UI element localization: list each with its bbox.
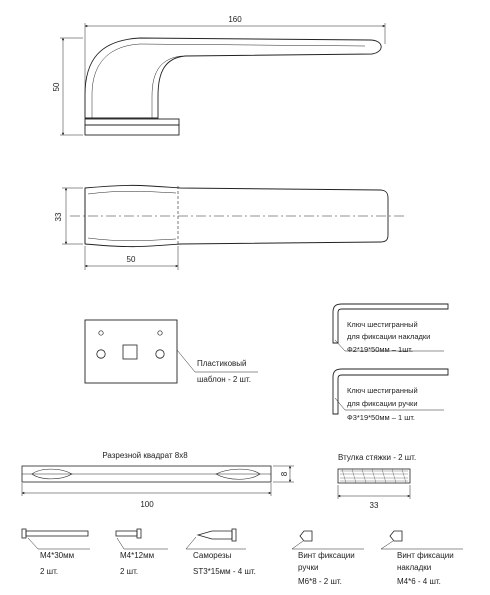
part-4-name: Винт фиксации xyxy=(298,551,355,560)
part-5-name-line2: накладки xyxy=(397,563,432,572)
screw-m4x30 xyxy=(22,529,90,549)
self-tapping-screw xyxy=(186,529,246,549)
plastic-template xyxy=(85,320,258,383)
key2-label-line2: для фиксации ручки xyxy=(347,399,418,408)
dim-8: 8 xyxy=(280,471,289,477)
part-3-name: Саморезы xyxy=(193,551,232,560)
dim-33-sleeve: 33 xyxy=(369,501,379,510)
coupling-sleeve xyxy=(338,469,410,499)
part-1-name: M4*30мм xyxy=(40,551,75,560)
split-square-rod xyxy=(22,466,294,496)
sleeve-title: Втулка стяжки - 2 шт. xyxy=(338,453,417,462)
template-label-line1: Пластиковый xyxy=(197,359,247,368)
part-4-name-line2: ручки xyxy=(298,563,319,572)
part-5-qty: M4*6 - 4 шт. xyxy=(397,577,441,586)
dim-50-horizontal: 50 xyxy=(126,255,136,264)
part-3-qty: ST3*15мм - 4 шт. xyxy=(193,567,256,576)
key2-label-line3: Ф3*19*50мм – 1 шт. xyxy=(347,413,416,422)
handle-plan-view xyxy=(62,185,405,270)
dim-160: 160 xyxy=(228,15,242,24)
screw-m4x12 xyxy=(116,529,168,549)
part-2-qty: 2 шт. xyxy=(120,567,139,576)
key2-label-line1: Ключ шестигранный xyxy=(347,386,418,395)
rose-set-screw xyxy=(381,531,463,549)
part-1-qty: 2 шт. xyxy=(40,567,59,576)
key1-label-line3: Ф2*19*50мм – 1шт. xyxy=(347,345,413,354)
handle-set-screw xyxy=(292,531,364,549)
part-5-name: Винт фиксации xyxy=(397,551,454,560)
part-4-qty: M6*8 - 2 шт. xyxy=(298,577,342,586)
key1-label-line1: Ключ шестигранный xyxy=(347,320,418,329)
rod-title: Разрезной квадрат 8х8 xyxy=(102,451,188,460)
key1-label-line2: для фиксации накладки xyxy=(347,332,431,341)
part-2-name: M4*12мм xyxy=(120,551,155,560)
handle-elevation-view xyxy=(60,23,385,135)
dim-50-vertical: 50 xyxy=(52,82,61,92)
dim-100: 100 xyxy=(140,500,154,509)
dim-33-vertical: 33 xyxy=(54,212,63,222)
template-label-line2: шаблон - 2 шт. xyxy=(197,375,251,384)
